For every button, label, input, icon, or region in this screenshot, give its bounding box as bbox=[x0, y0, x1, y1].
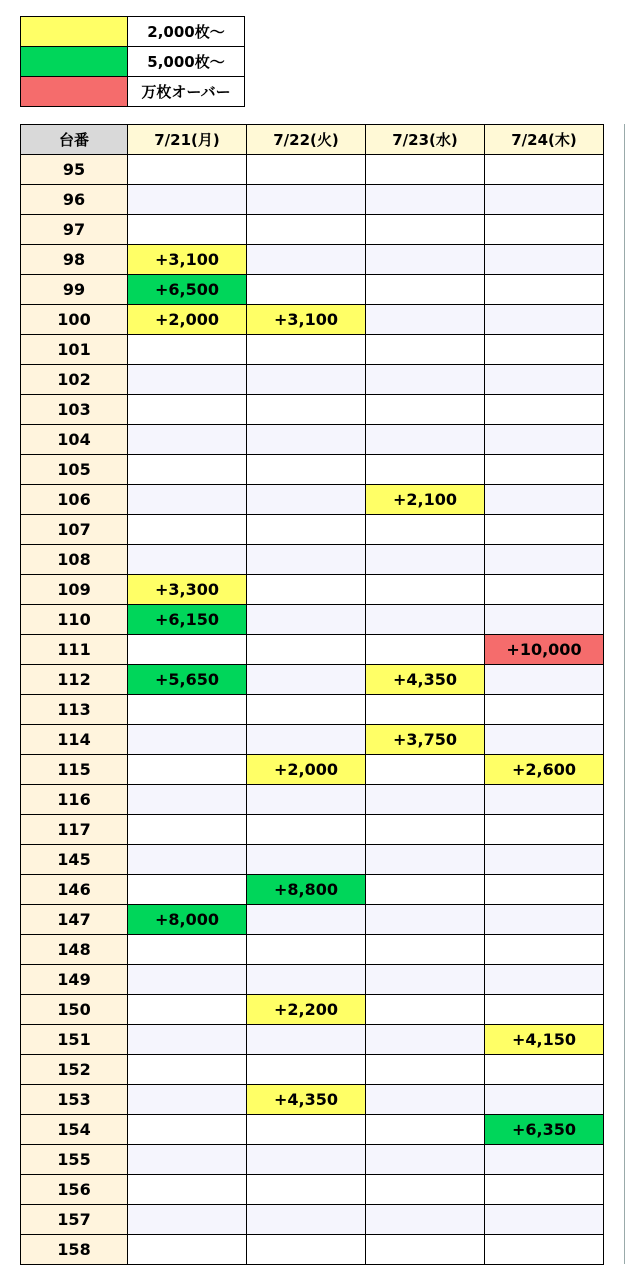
results-table bbox=[20, 124, 604, 1265]
table-row bbox=[21, 275, 604, 305]
result-cell: +8,000 bbox=[128, 905, 247, 935]
table-row bbox=[21, 1145, 604, 1175]
header-machine-number: 台番 bbox=[21, 125, 128, 155]
result-cell bbox=[366, 305, 485, 335]
result-cell bbox=[366, 515, 485, 545]
header-date: 7/22(火) bbox=[247, 125, 366, 155]
result-cell bbox=[485, 305, 604, 335]
result-cell bbox=[247, 395, 366, 425]
result-cell bbox=[485, 905, 604, 935]
result-cell bbox=[485, 1235, 604, 1265]
machine-number-cell: 96 bbox=[21, 185, 128, 215]
result-cell bbox=[247, 1115, 366, 1145]
machine-number-cell: 117 bbox=[21, 815, 128, 845]
table-row bbox=[21, 665, 604, 695]
result-cell bbox=[366, 365, 485, 395]
result-cell bbox=[247, 365, 366, 395]
table-header-row bbox=[21, 125, 604, 155]
result-cell bbox=[128, 335, 247, 365]
result-cell bbox=[128, 1145, 247, 1175]
machine-number-cell: 115 bbox=[21, 755, 128, 785]
legend-swatch bbox=[21, 47, 128, 77]
result-cell bbox=[128, 935, 247, 965]
machine-number-cell: 157 bbox=[21, 1205, 128, 1235]
table-row bbox=[21, 215, 604, 245]
table-row bbox=[21, 1205, 604, 1235]
machine-number-cell: 104 bbox=[21, 425, 128, 455]
machine-number-cell: 113 bbox=[21, 695, 128, 725]
result-cell bbox=[247, 815, 366, 845]
result-cell bbox=[485, 815, 604, 845]
machine-number-cell: 95 bbox=[21, 155, 128, 185]
machine-number-cell: 149 bbox=[21, 965, 128, 995]
result-cell bbox=[485, 1175, 604, 1205]
result-cell bbox=[485, 155, 604, 185]
result-cell bbox=[128, 485, 247, 515]
table-row bbox=[21, 365, 604, 395]
result-cell: +3,300 bbox=[128, 575, 247, 605]
machine-number-cell: 155 bbox=[21, 1145, 128, 1175]
result-cell bbox=[366, 545, 485, 575]
result-cell bbox=[128, 1025, 247, 1055]
machine-number-cell: 147 bbox=[21, 905, 128, 935]
result-cell: +2,600 bbox=[485, 755, 604, 785]
result-cell bbox=[128, 455, 247, 485]
result-cell bbox=[247, 185, 366, 215]
result-cell bbox=[366, 695, 485, 725]
legend bbox=[20, 16, 245, 107]
result-cell: +6,350 bbox=[485, 1115, 604, 1145]
result-cell bbox=[247, 545, 366, 575]
result-cell bbox=[485, 1055, 604, 1085]
result-cell bbox=[128, 995, 247, 1025]
result-cell bbox=[485, 725, 604, 755]
result-cell bbox=[485, 425, 604, 455]
table-row bbox=[21, 755, 604, 785]
result-cell bbox=[247, 905, 366, 935]
table-row bbox=[21, 485, 604, 515]
table-row bbox=[21, 845, 604, 875]
result-cell bbox=[128, 635, 247, 665]
machine-number-cell: 110 bbox=[21, 605, 128, 635]
result-cell bbox=[128, 1175, 247, 1205]
result-cell bbox=[485, 335, 604, 365]
result-cell: +4,150 bbox=[485, 1025, 604, 1055]
result-cell bbox=[366, 845, 485, 875]
result-cell bbox=[485, 575, 604, 605]
result-cell: +6,500 bbox=[128, 275, 247, 305]
result-cell bbox=[247, 575, 366, 605]
machine-number-cell: 154 bbox=[21, 1115, 128, 1145]
result-cell bbox=[485, 605, 604, 635]
result-cell: +2,100 bbox=[366, 485, 485, 515]
result-cell: +3,750 bbox=[366, 725, 485, 755]
table-row bbox=[21, 785, 604, 815]
table-row bbox=[21, 245, 604, 275]
table-row bbox=[21, 695, 604, 725]
result-cell bbox=[366, 1235, 485, 1265]
result-cell bbox=[247, 515, 366, 545]
result-cell bbox=[247, 1175, 366, 1205]
result-cell bbox=[366, 335, 485, 365]
machine-number-cell: 97 bbox=[21, 215, 128, 245]
machine-number-cell: 151 bbox=[21, 1025, 128, 1055]
result-cell bbox=[366, 935, 485, 965]
result-cell bbox=[485, 875, 604, 905]
result-cell bbox=[485, 185, 604, 215]
legend-swatch bbox=[21, 77, 128, 107]
result-cell bbox=[128, 1205, 247, 1235]
result-cell bbox=[247, 725, 366, 755]
result-cell bbox=[485, 485, 604, 515]
machine-number-cell: 112 bbox=[21, 665, 128, 695]
result-cell bbox=[247, 935, 366, 965]
table-row bbox=[21, 1115, 604, 1145]
result-cell bbox=[485, 845, 604, 875]
result-cell bbox=[485, 665, 604, 695]
result-cell bbox=[366, 1025, 485, 1055]
result-cell bbox=[485, 455, 604, 485]
result-cell bbox=[247, 635, 366, 665]
machine-number-cell: 98 bbox=[21, 245, 128, 275]
result-cell bbox=[128, 845, 247, 875]
result-cell: +3,100 bbox=[128, 245, 247, 275]
result-cell bbox=[366, 185, 485, 215]
result-cell bbox=[128, 185, 247, 215]
result-cell bbox=[247, 275, 366, 305]
result-cell bbox=[366, 425, 485, 455]
machine-number-cell: 153 bbox=[21, 1085, 128, 1115]
table-row bbox=[21, 995, 604, 1025]
result-cell bbox=[485, 515, 604, 545]
machine-number-cell: 107 bbox=[21, 515, 128, 545]
table-row bbox=[21, 965, 604, 995]
legend-label: 5,000枚～ bbox=[128, 47, 245, 77]
result-cell bbox=[485, 935, 604, 965]
result-cell bbox=[247, 605, 366, 635]
result-cell bbox=[247, 1145, 366, 1175]
table-row bbox=[21, 635, 604, 665]
result-cell bbox=[128, 1115, 247, 1145]
result-cell bbox=[366, 965, 485, 995]
result-cell bbox=[128, 1235, 247, 1265]
table-row bbox=[21, 875, 604, 905]
result-cell: +4,350 bbox=[366, 665, 485, 695]
table-row bbox=[21, 1235, 604, 1265]
result-cell bbox=[485, 1145, 604, 1175]
result-cell bbox=[485, 365, 604, 395]
result-cell bbox=[485, 275, 604, 305]
result-cell bbox=[366, 755, 485, 785]
table-row bbox=[21, 305, 604, 335]
machine-number-cell: 106 bbox=[21, 485, 128, 515]
result-cell bbox=[366, 575, 485, 605]
result-cell bbox=[247, 1025, 366, 1055]
table-row bbox=[21, 455, 604, 485]
result-cell bbox=[485, 395, 604, 425]
result-cell bbox=[247, 425, 366, 455]
result-cell bbox=[128, 365, 247, 395]
table-row bbox=[21, 545, 604, 575]
result-cell bbox=[485, 965, 604, 995]
result-cell bbox=[128, 425, 247, 455]
table-row bbox=[21, 425, 604, 455]
result-cell bbox=[366, 1085, 485, 1115]
result-cell bbox=[366, 1055, 485, 1085]
result-cell bbox=[247, 155, 366, 185]
result-cell bbox=[366, 995, 485, 1025]
table-row bbox=[21, 1055, 604, 1085]
machine-number-cell: 109 bbox=[21, 575, 128, 605]
result-cell: +2,000 bbox=[247, 755, 366, 785]
machine-number-cell: 103 bbox=[21, 395, 128, 425]
legend-label: 2,000枚～ bbox=[128, 17, 245, 47]
result-cell bbox=[128, 815, 247, 845]
result-cell bbox=[128, 515, 247, 545]
table-row bbox=[21, 935, 604, 965]
result-cell: +6,150 bbox=[128, 605, 247, 635]
result-cell bbox=[366, 1205, 485, 1235]
result-cell: +5,650 bbox=[128, 665, 247, 695]
result-cell: +10,000 bbox=[485, 635, 604, 665]
table-row bbox=[21, 1175, 604, 1205]
header-date: 7/23(水) bbox=[366, 125, 485, 155]
result-cell: +4,350 bbox=[247, 1085, 366, 1115]
result-cell bbox=[247, 785, 366, 815]
result-cell bbox=[128, 725, 247, 755]
machine-number-cell: 108 bbox=[21, 545, 128, 575]
result-cell bbox=[366, 455, 485, 485]
table-row bbox=[21, 395, 604, 425]
table-row bbox=[21, 725, 604, 755]
table-row bbox=[21, 1085, 604, 1115]
result-cell bbox=[485, 785, 604, 815]
result-cell bbox=[485, 1205, 604, 1235]
table-row bbox=[21, 335, 604, 365]
table-row bbox=[21, 815, 604, 845]
result-cell bbox=[366, 875, 485, 905]
table-row bbox=[21, 515, 604, 545]
machine-number-cell: 146 bbox=[21, 875, 128, 905]
table-row bbox=[21, 905, 604, 935]
result-cell bbox=[366, 245, 485, 275]
legend-row bbox=[21, 47, 245, 77]
machine-number-cell: 99 bbox=[21, 275, 128, 305]
result-cell bbox=[366, 1115, 485, 1145]
result-cell bbox=[366, 155, 485, 185]
result-cell bbox=[366, 635, 485, 665]
legend-label: 万枚オーバー bbox=[128, 77, 245, 107]
machine-number-cell: 158 bbox=[21, 1235, 128, 1265]
result-cell bbox=[366, 605, 485, 635]
result-cell: +2,200 bbox=[247, 995, 366, 1025]
machine-number-cell: 116 bbox=[21, 785, 128, 815]
machine-number-cell: 105 bbox=[21, 455, 128, 485]
result-cell bbox=[247, 1235, 366, 1265]
result-cell bbox=[128, 695, 247, 725]
legend-swatch bbox=[21, 17, 128, 47]
result-cell bbox=[128, 545, 247, 575]
right-border-line bbox=[624, 124, 625, 1264]
result-cell bbox=[247, 215, 366, 245]
result-cell bbox=[247, 965, 366, 995]
result-cell bbox=[485, 995, 604, 1025]
machine-number-cell: 148 bbox=[21, 935, 128, 965]
machine-number-cell: 145 bbox=[21, 845, 128, 875]
machine-number-cell: 102 bbox=[21, 365, 128, 395]
result-cell bbox=[247, 665, 366, 695]
result-cell bbox=[247, 485, 366, 515]
result-cell bbox=[366, 215, 485, 245]
result-cell bbox=[247, 455, 366, 485]
result-cell: +3,100 bbox=[247, 305, 366, 335]
result-cell bbox=[247, 245, 366, 275]
result-cell bbox=[128, 215, 247, 245]
result-cell bbox=[247, 845, 366, 875]
result-cell bbox=[366, 905, 485, 935]
result-cell bbox=[485, 245, 604, 275]
legend-row bbox=[21, 17, 245, 47]
machine-number-cell: 114 bbox=[21, 725, 128, 755]
result-cell bbox=[247, 695, 366, 725]
result-cell bbox=[366, 1175, 485, 1205]
result-cell bbox=[366, 1145, 485, 1175]
machine-number-cell: 156 bbox=[21, 1175, 128, 1205]
table-row bbox=[21, 155, 604, 185]
result-cell bbox=[128, 1085, 247, 1115]
result-cell bbox=[366, 275, 485, 305]
result-cell bbox=[128, 875, 247, 905]
machine-number-cell: 100 bbox=[21, 305, 128, 335]
result-cell bbox=[128, 755, 247, 785]
result-cell bbox=[247, 335, 366, 365]
result-cell bbox=[128, 395, 247, 425]
table-row bbox=[21, 575, 604, 605]
result-cell bbox=[128, 965, 247, 995]
result-cell bbox=[128, 1055, 247, 1085]
table-row bbox=[21, 185, 604, 215]
table-row bbox=[21, 1025, 604, 1055]
result-cell bbox=[128, 785, 247, 815]
result-cell bbox=[366, 395, 485, 425]
machine-number-cell: 152 bbox=[21, 1055, 128, 1085]
result-cell: +8,800 bbox=[247, 875, 366, 905]
result-cell bbox=[128, 155, 247, 185]
result-cell bbox=[366, 785, 485, 815]
machine-number-cell: 150 bbox=[21, 995, 128, 1025]
result-cell bbox=[247, 1205, 366, 1235]
header-date: 7/21(月) bbox=[128, 125, 247, 155]
result-cell bbox=[485, 215, 604, 245]
result-cell bbox=[366, 815, 485, 845]
result-cell: +2,000 bbox=[128, 305, 247, 335]
machine-number-cell: 101 bbox=[21, 335, 128, 365]
result-cell bbox=[247, 1055, 366, 1085]
table-row bbox=[21, 605, 604, 635]
machine-number-cell: 111 bbox=[21, 635, 128, 665]
result-cell bbox=[485, 1085, 604, 1115]
result-cell bbox=[485, 695, 604, 725]
header-date: 7/24(木) bbox=[485, 125, 604, 155]
result-cell bbox=[485, 545, 604, 575]
legend-row bbox=[21, 77, 245, 107]
